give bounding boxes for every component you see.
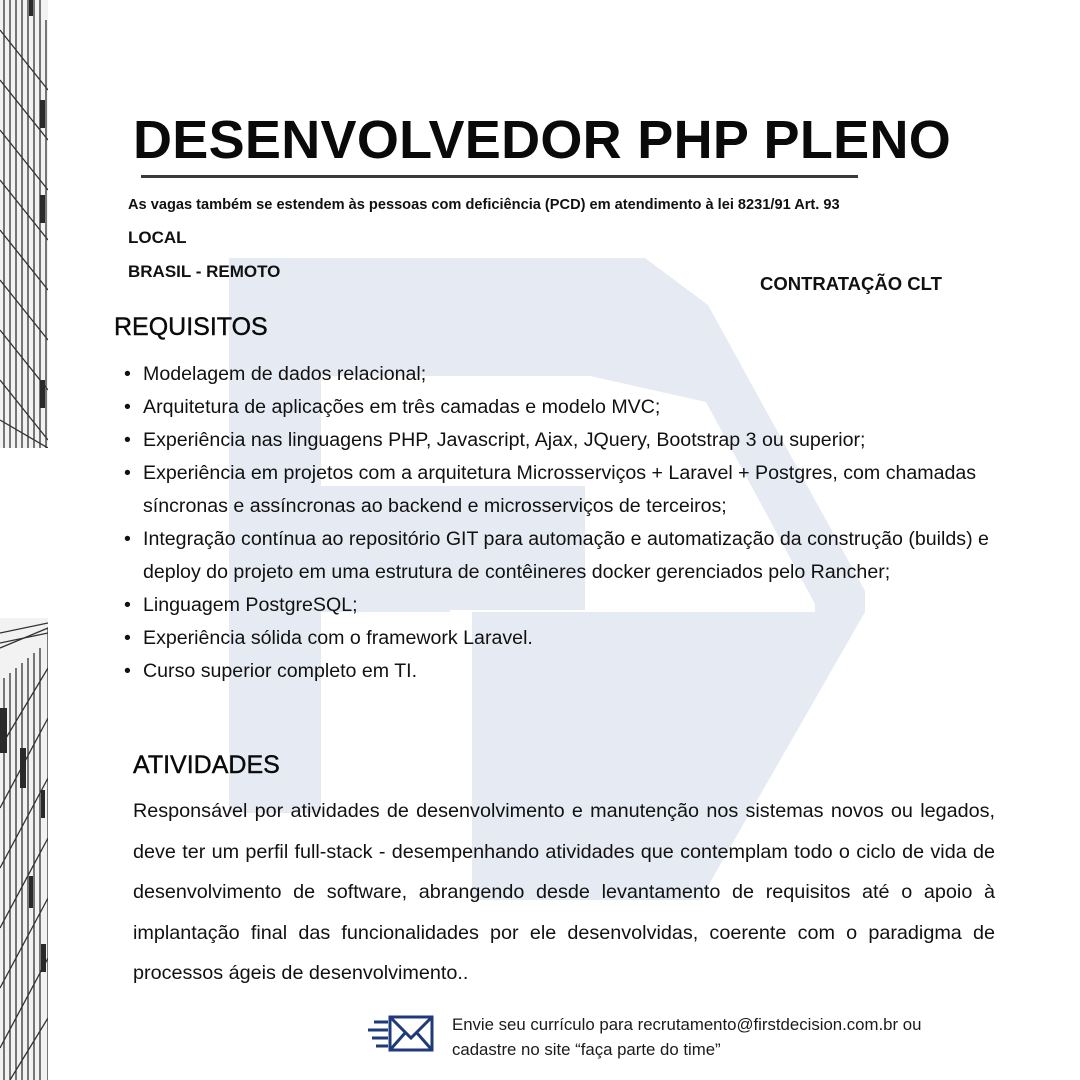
list-item [122,622,1002,655]
bullet-icon: • [124,396,131,418]
list-item [122,358,1002,391]
requirement-text: Experiência nas linguagens PHP, Javascript, Ajax, JQuery, Bootstrap 3 ou superior; [143,429,866,451]
activities-heading: ATIVIDADES [133,751,280,779]
location-label: LOCAL [128,228,187,247]
application-instructions [368,1012,921,1062]
list-item [122,424,1002,457]
bullet-icon: • [124,594,131,616]
contract-type: CONTRATAÇÃO CLT [760,273,942,294]
requirement-text: Experiência em projetos com a arquitetura Microsserviços + Laravel + Postgres, com chamadas síncronas e assíncronas ao backend e microsserviços de terceiros; [143,462,977,517]
requirement-text: Curso superior completo em TI. [143,660,418,682]
bullet-icon: • [124,429,131,451]
bullet-icon: • [124,462,131,484]
footer-line-1: Envie seu currículo para recrutamento@firstdecision.com.br ou [452,1015,922,1034]
list-item [122,391,1002,424]
requirement-text: Arquitetura de aplicações em três camadas e modelo MVC; [143,396,661,418]
requirements-heading: REQUISITOS [114,313,268,341]
requirement-text: Integração contínua ao repositório GIT para automação e automatização da construção (builds) e deploy do projeto em uma estrutura de contêineres docker gerenciados pelo Rancher; [143,528,989,583]
requirement-text: Linguagem PostgreSQL; [143,594,358,616]
title-divider [141,175,858,178]
requirements-list [122,358,1002,688]
list-item [122,523,1002,589]
mail-icon [368,1014,436,1054]
bullet-icon: • [124,627,131,649]
list-item [122,457,1002,523]
bullet-icon: • [124,660,131,682]
list-item [122,655,1002,688]
bullet-icon: • [124,363,131,385]
location-value: BRASIL - REMOTO [128,262,281,281]
requirement-text: Experiência sólida com o framework Laravel. [143,627,533,649]
footer-line-2: cadastre no site “faça parte do time” [452,1040,721,1059]
requirement-text: Modelagem de dados relacional; [143,363,427,385]
list-item [122,589,1002,622]
bullet-icon: • [124,528,131,550]
pcd-notice: As vagas também se estendem às pessoas com deficiência (PCD) em atendimento à lei 8231/91 Art. 93 [128,197,840,213]
activities-description: Responsável por atividades de desenvolvimento e manutenção nos sistemas novos ou legados, deve ter um perfil full-stack - desempenhando atividades que contemplam todo o ciclo de vida de desenvolvimento de software, abrangendo desde levantamento de requisitos até o apoio à implantação final das funcionalidades por ele desenvolvidas, coerente com o paradigma de processos ágeis de desenvolvimento.. [133,800,995,984]
job-title: DESENVOLVEDOR PHP PLENO [133,110,952,170]
